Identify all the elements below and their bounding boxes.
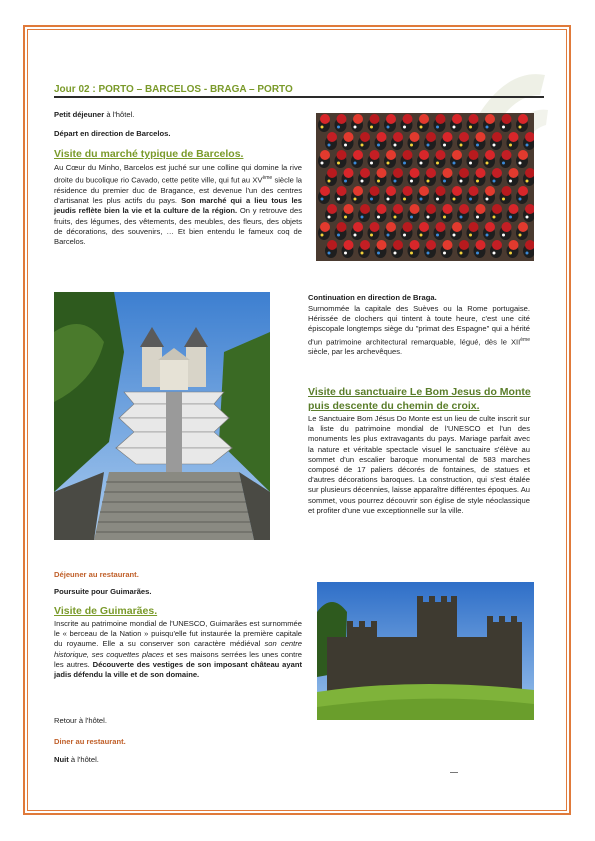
rooster-crest <box>403 186 413 196</box>
rooster-decoration <box>493 144 496 147</box>
rooster-decoration <box>526 144 529 147</box>
rooster-decoration <box>337 234 340 237</box>
rooster-crest <box>327 240 337 250</box>
rooster-crest <box>410 204 420 214</box>
rooster-decoration <box>321 126 324 129</box>
rooster-crest <box>419 186 429 196</box>
rooster-crest <box>459 240 469 250</box>
rooster-crest <box>443 204 453 214</box>
rooster-decoration <box>394 144 397 147</box>
rooster-decoration <box>354 126 357 129</box>
braga-paragraph: Surnommée la capitale des Suèves ou la Rome portugaise. Hérissée de clochers qui tintent à toute heure, c'est une cité épiscopale longtemps siège du "primat des Espagne" qui a hérité d'un patrimoine architectural remarquable, légué, dès le XIIème siècle, par les archevêques. <box>308 304 530 357</box>
rooster-crest <box>459 168 469 178</box>
rooster-crest <box>485 186 495 196</box>
rooster-decoration <box>328 252 331 255</box>
rooster-decoration <box>509 216 512 219</box>
rooster-decoration <box>361 216 364 219</box>
rooster-crest <box>410 168 420 178</box>
rooster-decoration <box>410 180 413 183</box>
rooster-decoration <box>427 144 430 147</box>
rooster-crest <box>469 150 479 160</box>
braga-lead: Continuation en direction de Braga. <box>308 293 437 302</box>
rooster-crest <box>327 204 337 214</box>
rooster-decoration <box>509 180 512 183</box>
rooster-crest <box>393 132 403 142</box>
rooster-crest <box>476 168 486 178</box>
rooster-decoration <box>469 126 472 129</box>
rooster-crest <box>476 132 486 142</box>
rooster-crest <box>403 222 413 232</box>
rooster-decoration <box>387 234 390 237</box>
rooster-decoration <box>354 162 357 165</box>
rooster-crest <box>337 186 347 196</box>
rooster-decoration <box>502 198 505 201</box>
rooster-crest <box>337 222 347 232</box>
rooster-crest <box>518 186 528 196</box>
rooster-crest <box>443 168 453 178</box>
rooster-crest <box>360 240 370 250</box>
bom-jesus-paragraph: Le Sanctuaire Bom Jésus Do Monte est un lieu de culte inscrit sur la liste du patrimoine mondial de l'UNESCO et l'un des monuments les plus extravagants du pays. Mariage parfait avec la nature et véritable spectacle visuel le sanctuaire s'élève au sommet d'un escalier baroque monumental de 583 marches composé de 17 paliers décorés de fontaines, de statues et d'autres décorations baroques. La construction, qui s'est étalée sur plusieurs décennies, laisse apparaître différentes époques. Au sommet, vous pourrez découvrir son église de style néoclassique et profiter d'une vue exceptionnelle sur la ville. <box>308 414 530 515</box>
night-line: Nuit à l'hôtel. <box>54 755 99 764</box>
rooster-crest <box>403 150 413 160</box>
rooster-crest <box>469 186 479 196</box>
rooster-crest <box>344 204 354 214</box>
breakfast-line: Petit déjeuner à l'hôtel. <box>54 110 135 119</box>
rooster-decoration <box>410 252 413 255</box>
lunch-line: Déjeuner au restaurant. <box>54 570 139 579</box>
rooster-decoration <box>403 234 406 237</box>
rooster-crest <box>436 150 446 160</box>
rooster-decoration <box>361 180 364 183</box>
rooster-decoration <box>370 198 373 201</box>
rooster-crest <box>485 114 495 124</box>
rooster-crest <box>443 132 453 142</box>
rooster-decoration <box>370 234 373 237</box>
rooster-decoration <box>469 234 472 237</box>
rooster-crest <box>443 240 453 250</box>
rooster-decoration <box>420 198 423 201</box>
rooster-decoration <box>387 162 390 165</box>
dinner-line: Diner au restaurant. <box>54 737 126 746</box>
rooster-crest <box>518 114 528 124</box>
rooster-crest <box>518 222 528 232</box>
rooster-crest <box>469 114 479 124</box>
rooster-decoration <box>502 126 505 129</box>
rooster-crest <box>377 168 387 178</box>
rooster-decoration <box>337 126 340 129</box>
rooster-decoration <box>453 126 456 129</box>
rooster-decoration <box>519 198 522 201</box>
rooster-crest <box>492 204 502 214</box>
rooster-decoration <box>453 234 456 237</box>
rooster-decoration <box>394 180 397 183</box>
rooster-crest <box>426 168 436 178</box>
rooster-decoration <box>377 252 380 255</box>
rooster-crest <box>502 186 512 196</box>
guimaraes-paragraph: Inscrite au patrimoine mondial de l'UNESCO, Guimarães est surnommée le « berceau de la Nation » puisqu'elle fut instaurée la première capitale du royaume. Elle a su conserver son caractère médiéval son centre historique, ses coquettes places et ses maisons serrées les unes contre les autres. Découverte des vestiges de son imposant château ayant jadis défendu la ville et de son domaine. <box>54 619 303 680</box>
rooster-decoration <box>476 252 479 255</box>
rooster-crest <box>393 204 403 214</box>
bom-jesus-photo <box>54 292 270 540</box>
rooster-decoration <box>387 126 390 129</box>
rooster-crest <box>353 114 363 124</box>
rooster-crest <box>337 114 347 124</box>
rooster-crest <box>436 186 446 196</box>
rooster-decoration <box>377 216 380 219</box>
rooster-crest <box>393 240 403 250</box>
rooster-crest <box>403 114 413 124</box>
rooster-decoration <box>361 144 364 147</box>
rooster-crest <box>344 168 354 178</box>
rooster-decoration <box>486 162 489 165</box>
rooster-crest <box>327 132 337 142</box>
rooster-crest <box>509 240 519 250</box>
rooster-decoration <box>370 126 373 129</box>
rooster-decoration <box>519 234 522 237</box>
rooster-decoration <box>460 180 463 183</box>
rooster-decoration <box>328 216 331 219</box>
rooster-decoration <box>460 144 463 147</box>
rooster-crest <box>320 186 330 196</box>
rooster-decoration <box>328 180 331 183</box>
rooster-decoration <box>321 162 324 165</box>
rooster-decoration <box>436 198 439 201</box>
rooster-crest <box>353 150 363 160</box>
rooster-decoration <box>394 252 397 255</box>
rooster-crest <box>344 132 354 142</box>
rooster-decoration <box>476 180 479 183</box>
rooster-decoration <box>344 216 347 219</box>
rooster-decoration <box>443 216 446 219</box>
guimaraes-heading: Visite de Guimarães. <box>54 605 158 617</box>
rooster-crest <box>518 150 528 160</box>
barcelos-paragraph: Au Cœur du Minho, Barcelos est juché sur une colline qui domine la rive droite du bucolique rio Cavado, cette petite ville, qui fut au XVème siècle la résidence du premier duc de Bragance, est devenue l'un des centres d'artisanat les plus actifs du pays. Son marché qui a lieu tous les jeudis reflète bien la vie et la culture de la région. On y retrouve des fruits, des légumes, des vêtements, des meubles, des fleurs, des objets de décorations, des souvenirs, … Et bien entendu le fameux coq de Barcelos. <box>54 163 303 246</box>
rooster-decoration <box>476 216 479 219</box>
rooster-crest <box>485 150 495 160</box>
return-line: Retour à l'hôtel. <box>54 716 107 725</box>
rooster-decoration <box>526 252 529 255</box>
rooster-decoration <box>436 162 439 165</box>
rooster-decoration <box>328 144 331 147</box>
rooster-decoration <box>344 144 347 147</box>
rooster-crest <box>360 204 370 214</box>
rooster-crest <box>459 132 469 142</box>
rooster-crest <box>509 204 519 214</box>
rooster-decoration <box>354 198 357 201</box>
rooster-decoration <box>443 180 446 183</box>
rooster-crest <box>353 186 363 196</box>
rooster-decoration <box>410 144 413 147</box>
rooster-crest <box>419 150 429 160</box>
rooster-decoration <box>403 126 406 129</box>
rooster-crest <box>320 222 330 232</box>
rooster-crest <box>360 132 370 142</box>
rooster-decoration <box>453 198 456 201</box>
rooster-decoration <box>493 180 496 183</box>
rooster-decoration <box>361 252 364 255</box>
rooster-crest <box>452 222 462 232</box>
rooster-decoration <box>486 198 489 201</box>
rooster-decoration <box>337 198 340 201</box>
rooster-crest <box>452 114 462 124</box>
rooster-decoration <box>403 198 406 201</box>
rooster-decoration <box>493 216 496 219</box>
rooster-crest <box>426 132 436 142</box>
rooster-crest <box>370 150 380 160</box>
rooster-crest <box>327 168 337 178</box>
rooster-decoration <box>509 144 512 147</box>
rooster-crest <box>386 186 396 196</box>
rooster-decoration <box>443 252 446 255</box>
rooster-crest <box>492 132 502 142</box>
rooster-crest <box>492 240 502 250</box>
rooster-decoration <box>526 216 529 219</box>
rooster-decoration <box>502 234 505 237</box>
rooster-crest <box>337 150 347 160</box>
rooster-decoration <box>377 144 380 147</box>
rooster-crest <box>502 114 512 124</box>
rooster-crest <box>492 168 502 178</box>
rooster-decoration <box>469 198 472 201</box>
rooster-decoration <box>321 198 324 201</box>
rooster-decoration <box>387 198 390 201</box>
rooster-crest <box>386 150 396 160</box>
rooster-decoration <box>443 144 446 147</box>
continue-line: Poursuite pour Guimarães. <box>54 587 152 596</box>
rooster-decoration <box>427 216 430 219</box>
rooster-crest <box>485 222 495 232</box>
departure-line: Départ en direction de Barcelos. <box>54 129 171 138</box>
rooster-decoration <box>394 216 397 219</box>
rooster-crest <box>426 240 436 250</box>
rooster-crest <box>377 204 387 214</box>
rooster-decoration <box>469 162 472 165</box>
rooster-decoration <box>344 252 347 255</box>
rooster-crest <box>370 186 380 196</box>
rooster-decoration <box>526 180 529 183</box>
rooster-decoration <box>337 162 340 165</box>
rooster-decoration <box>509 252 512 255</box>
rooster-crest <box>320 150 330 160</box>
rooster-crest <box>509 132 519 142</box>
rooster-crest <box>410 132 420 142</box>
rooster-decoration <box>354 234 357 237</box>
rooster-crest <box>436 222 446 232</box>
rooster-decoration <box>460 216 463 219</box>
rooster-crest <box>502 150 512 160</box>
rooster-decoration <box>410 216 413 219</box>
rooster-decoration <box>453 162 456 165</box>
rooster-crest <box>476 240 486 250</box>
rooster-decoration <box>420 126 423 129</box>
rooster-crest <box>360 168 370 178</box>
rooster-crest <box>386 114 396 124</box>
rooster-crest <box>344 240 354 250</box>
rooster-crest <box>419 222 429 232</box>
barcelos-heading: Visite du marché typique de Barcelos. <box>54 148 244 160</box>
rooster-crest <box>459 204 469 214</box>
rooster-crest <box>502 222 512 232</box>
rooster-decoration <box>519 162 522 165</box>
rooster-decoration <box>476 144 479 147</box>
rooster-decoration <box>403 162 406 165</box>
rooster-crest <box>469 222 479 232</box>
rooster-decoration <box>502 162 505 165</box>
rooster-decoration <box>436 234 439 237</box>
rooster-decoration <box>493 252 496 255</box>
rooster-crest <box>452 186 462 196</box>
rooster-crest <box>370 222 380 232</box>
rooster-decoration <box>420 234 423 237</box>
rooster-crest <box>393 168 403 178</box>
rooster-crest <box>426 204 436 214</box>
rooster-crest <box>419 114 429 124</box>
rooster-decoration <box>427 180 430 183</box>
rooster-decoration <box>321 234 324 237</box>
rooster-crest <box>410 240 420 250</box>
bom-jesus-heading: Visite du sanctuaire Le Bom Jesus do Monte puis descente du chemin de croix. <box>308 386 531 412</box>
rooster-crest <box>509 168 519 178</box>
rooster-crest <box>476 204 486 214</box>
rooster-decoration <box>344 180 347 183</box>
rooster-crest <box>353 222 363 232</box>
rooster-decoration <box>420 162 423 165</box>
rooster-decoration <box>519 126 522 129</box>
rooster-crest <box>386 222 396 232</box>
rooster-decoration <box>436 126 439 129</box>
rooster-crest <box>436 114 446 124</box>
rooster-crest <box>370 114 380 124</box>
rooster-decoration <box>377 180 380 183</box>
rooster-decoration <box>427 252 430 255</box>
footer-mark <box>450 772 458 773</box>
rooster-decoration <box>486 126 489 129</box>
guimaraes-castle-photo <box>317 582 534 720</box>
rooster-decoration <box>370 162 373 165</box>
rooster-crest <box>377 240 387 250</box>
rooster-crest <box>377 132 387 142</box>
rooster-decoration <box>460 252 463 255</box>
day-title: Jour 02 : PORTO – BARCELOS - BRAGA – PORTO <box>54 84 544 98</box>
rooster-crest <box>320 114 330 124</box>
barcelos-roosters-photo <box>316 113 534 261</box>
rooster-crest <box>452 150 462 160</box>
rooster-decoration <box>486 234 489 237</box>
